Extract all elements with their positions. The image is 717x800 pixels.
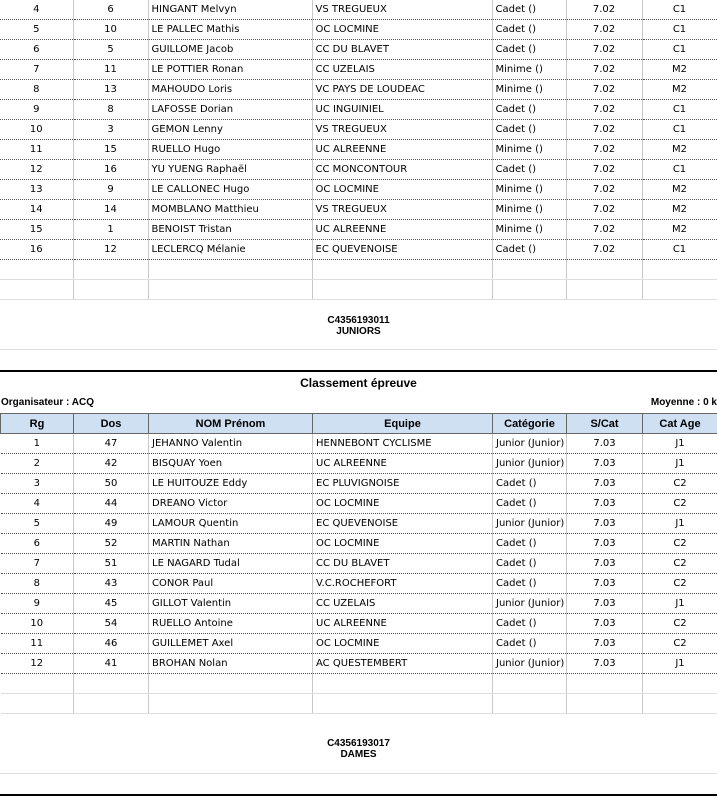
cell-scat: 7.02: [566, 160, 642, 180]
cell-age: C2: [643, 554, 717, 574]
cell-name: RUELLO Antoine: [149, 614, 313, 634]
cell-team: EC QUEVENOISE: [312, 240, 492, 260]
cell-cat: Minime (): [492, 200, 566, 220]
table-row: [0, 100, 717, 120]
cell-age: M2: [642, 60, 717, 80]
table-row: [1, 654, 717, 674]
col-header-dos: Dos: [74, 414, 149, 434]
table-row: [0, 140, 717, 160]
cell-team: OC LOCMINE: [313, 534, 493, 554]
cell-scat: 7.02: [566, 140, 642, 160]
cell-dos: 54: [74, 614, 149, 634]
cell-dos: 43: [74, 574, 149, 594]
cell-scat: 7.02: [566, 0, 642, 20]
col-header-cat-age: Cat Age: [643, 414, 717, 434]
table-row: [0, 40, 717, 60]
table-row: [1, 434, 717, 454]
table-row: [1, 534, 717, 554]
table-row: [0, 200, 717, 220]
cell-dos: 12: [73, 240, 148, 260]
cell-dos: 13: [73, 80, 148, 100]
cell-team: CC DU BLAVET: [313, 554, 493, 574]
cell-team: OC LOCMINE: [312, 20, 492, 40]
cell-dos: 9: [73, 180, 148, 200]
cell-team: CC UZELAIS: [313, 594, 493, 614]
cell-team: VS TREGUEUX: [312, 0, 492, 20]
cell-scat: 7.03: [567, 654, 643, 674]
cell-scat: 7.02: [566, 20, 642, 40]
table-row: [1, 454, 717, 474]
ranking-title: Classement épreuve: [300, 376, 417, 390]
cell-rg: 12: [0, 160, 73, 180]
cell-cat: Cadet (): [492, 0, 566, 20]
table-row: [0, 0, 717, 20]
cell-age: J1: [643, 454, 717, 474]
cell-age: C2: [643, 634, 717, 654]
cell-cat: Junior (Junior): [493, 594, 567, 614]
cell-team: CC MONCONTOUR: [312, 160, 492, 180]
empty-row: [1, 674, 717, 694]
section-code: C4356193011: [327, 315, 390, 326]
cell-scat: 7.02: [566, 220, 642, 240]
cell-team: OC LOCMINE: [312, 180, 492, 200]
divider: [0, 349, 717, 350]
cell-scat: 7.03: [567, 594, 643, 614]
cell-scat: 7.03: [567, 554, 643, 574]
cell-cat: Cadet (): [493, 474, 567, 494]
cell-name: LE PALLEC Mathis: [148, 20, 312, 40]
cell-rg: 5: [1, 514, 74, 534]
results-table-juniors: [0, 413, 717, 714]
cell-scat: 7.02: [566, 80, 642, 100]
cell-age: C1: [642, 120, 717, 140]
cell-cat: Minime (): [492, 180, 566, 200]
cell-team: UC INGUINIEL: [312, 100, 492, 120]
cell-name: LAFOSSE Dorian: [148, 100, 312, 120]
cell-scat: 7.03: [567, 454, 643, 474]
cell-name: YU YUENG Raphaël: [148, 160, 312, 180]
cell-team: HENNEBONT CYCLISME: [313, 434, 493, 454]
cell-team: VS TREGUEUX: [312, 200, 492, 220]
cell-team: UC ALREENNE: [312, 140, 492, 160]
cell-dos: 51: [74, 554, 149, 574]
cell-team: EC PLUVIGNOISE: [313, 474, 493, 494]
cell-rg: 10: [1, 614, 74, 634]
cell-scat: 7.03: [567, 534, 643, 554]
cell-scat: 7.02: [566, 240, 642, 260]
cell-cat: Cadet (): [493, 634, 567, 654]
cell-age: C2: [643, 494, 717, 514]
cell-dos: 49: [74, 514, 149, 534]
empty-row: [0, 280, 717, 300]
cell-scat: 7.03: [567, 614, 643, 634]
cell-dos: 6: [73, 0, 148, 20]
section-dames-header: [0, 738, 717, 760]
cell-age: C1: [642, 40, 717, 60]
cell-cat: Cadet (): [492, 100, 566, 120]
cell-team: OC LOCMINE: [313, 494, 493, 514]
cell-age: C1: [642, 20, 717, 40]
cell-age: J1: [643, 654, 717, 674]
cell-age: C1: [642, 160, 717, 180]
cell-age: M2: [642, 180, 717, 200]
empty-row: [0, 260, 717, 280]
cell-rg: 3: [1, 474, 74, 494]
cell-team: UC ALREENNE: [313, 614, 493, 634]
section-name: DAMES: [340, 749, 377, 760]
cell-name: LECLERCQ Mélanie: [148, 240, 312, 260]
cell-dos: 45: [74, 594, 149, 614]
cell-scat: 7.02: [566, 40, 642, 60]
cell-scat: 7.03: [567, 494, 643, 514]
table-header: [1, 414, 717, 434]
col-header-rg: Rg: [1, 414, 74, 434]
cell-dos: 44: [74, 494, 149, 514]
cell-cat: Minime (): [492, 60, 566, 80]
col-header-name: NOM Prénom: [149, 414, 313, 434]
cell-rg: 7: [0, 60, 73, 80]
cell-cat: Minime (): [492, 80, 566, 100]
cell-age: C2: [643, 534, 717, 554]
cell-cat: Cadet (): [493, 554, 567, 574]
results-table-top: [0, 0, 717, 300]
cell-dos: 8: [73, 100, 148, 120]
cell-scat: 7.03: [567, 574, 643, 594]
cell-dos: 52: [74, 534, 149, 554]
section-juniors-header: [0, 315, 717, 337]
table-row: [0, 160, 717, 180]
cell-name: CONOR Paul: [149, 574, 313, 594]
cell-rg: 10: [0, 120, 73, 140]
cell-cat: Cadet (): [492, 20, 566, 40]
cell-dos: 10: [73, 20, 148, 40]
cell-scat: 7.02: [566, 180, 642, 200]
cell-team: UC ALREENNE: [312, 220, 492, 240]
cell-dos: 3: [73, 120, 148, 140]
cell-rg: 12: [1, 654, 74, 674]
cell-dos: 16: [73, 160, 148, 180]
cell-cat: Minime (): [492, 140, 566, 160]
table-row: [1, 554, 717, 574]
cell-dos: 42: [74, 454, 149, 474]
cell-dos: 46: [74, 634, 149, 654]
cell-name: LE CALLONEC Hugo: [148, 180, 312, 200]
table-row: [0, 180, 717, 200]
cell-team: UC ALREENNE: [313, 454, 493, 474]
cell-scat: 7.02: [566, 200, 642, 220]
cell-name: JEHANNO Valentin: [149, 434, 313, 454]
table-row: [0, 220, 717, 240]
cell-age: C2: [643, 574, 717, 594]
table-row: [0, 20, 717, 40]
cell-cat: Cadet (): [492, 240, 566, 260]
cell-age: J1: [643, 514, 717, 534]
section-code: C4356193017: [327, 738, 390, 749]
cell-cat: Cadet (): [492, 120, 566, 140]
table-row: [1, 594, 717, 614]
divider: [0, 794, 717, 796]
cell-rg: 11: [0, 140, 73, 160]
cell-name: HINGANT Melvyn: [148, 0, 312, 20]
cell-age: J1: [643, 594, 717, 614]
cell-team: V.C.ROCHEFORT: [313, 574, 493, 594]
cell-scat: 7.02: [566, 100, 642, 120]
cell-cat: Junior (Junior): [493, 434, 567, 454]
cell-rg: 2: [1, 454, 74, 474]
cell-rg: 6: [1, 534, 74, 554]
cell-age: M2: [642, 140, 717, 160]
cell-name: MOMBLANO Matthieu: [148, 200, 312, 220]
cell-rg: 9: [1, 594, 74, 614]
cell-cat: Cadet (): [492, 40, 566, 60]
cell-rg: 14: [0, 200, 73, 220]
col-header-category: Catégorie: [493, 414, 567, 434]
table-row: [1, 474, 717, 494]
cell-age: C2: [643, 614, 717, 634]
cell-team: VS TREGUEUX: [312, 120, 492, 140]
table-row: [0, 120, 717, 140]
section-name: JUNIORS: [336, 326, 381, 337]
cell-scat: 7.03: [567, 514, 643, 534]
cell-dos: 11: [73, 60, 148, 80]
cell-rg: 13: [0, 180, 73, 200]
table-row: [1, 574, 717, 594]
cell-rg: 9: [0, 100, 73, 120]
cell-rg: 6: [0, 40, 73, 60]
cell-dos: 50: [74, 474, 149, 494]
cell-name: MARTIN Nathan: [149, 534, 313, 554]
cell-age: M2: [642, 220, 717, 240]
cell-name: LE POTTIER Ronan: [148, 60, 312, 80]
cell-cat: Cadet (): [493, 574, 567, 594]
cell-name: BENOIST Tristan: [148, 220, 312, 240]
cell-name: LAMOUR Quentin: [149, 514, 313, 534]
cell-rg: 11: [1, 634, 74, 654]
cell-dos: 47: [74, 434, 149, 454]
table-row: [1, 514, 717, 534]
average-label: Moyenne : 0 k: [650, 397, 717, 408]
cell-team: AC QUESTEMBERT: [313, 654, 493, 674]
cell-rg: 16: [0, 240, 73, 260]
cell-age: C1: [642, 0, 717, 20]
organizer-label: Organisateur : ACQ: [1, 397, 94, 408]
cell-scat: 7.02: [566, 60, 642, 80]
cell-name: GILLOT Valentin: [149, 594, 313, 614]
cell-rg: 4: [1, 494, 74, 514]
cell-dos: 14: [73, 200, 148, 220]
cell-cat: Junior (Junior): [493, 654, 567, 674]
cell-rg: 5: [0, 20, 73, 40]
cell-cat: Junior (Junior): [493, 514, 567, 534]
cell-team: CC UZELAIS: [312, 60, 492, 80]
cell-name: BISQUAY Yoen: [149, 454, 313, 474]
cell-age: M2: [642, 200, 717, 220]
cell-team: OC LOCMINE: [313, 634, 493, 654]
cell-rg: 8: [0, 80, 73, 100]
cell-dos: 5: [73, 40, 148, 60]
cell-scat: 7.03: [567, 634, 643, 654]
cell-scat: 7.03: [567, 474, 643, 494]
cell-cat: Cadet (): [493, 614, 567, 634]
cell-name: GEMON Lenny: [148, 120, 312, 140]
cell-name: LE NAGARD Tudal: [149, 554, 313, 574]
cell-age: C1: [642, 240, 717, 260]
table-row: [0, 240, 717, 260]
cell-team: VC PAYS DE LOUDEAC: [312, 80, 492, 100]
table-row: [1, 634, 717, 654]
table-row: [1, 614, 717, 634]
cell-team: EC QUEVENOISE: [313, 514, 493, 534]
cell-name: RUELLO Hugo: [148, 140, 312, 160]
cell-age: C1: [642, 100, 717, 120]
table-row: [0, 60, 717, 80]
cell-age: J1: [643, 434, 717, 454]
cell-name: LE HUITOUZE Eddy: [149, 474, 313, 494]
cell-cat: Cadet (): [493, 494, 567, 514]
col-header-team: Equipe: [313, 414, 493, 434]
divider: [0, 370, 717, 372]
cell-dos: 1: [73, 220, 148, 240]
divider: [0, 773, 717, 774]
cell-rg: 8: [1, 574, 74, 594]
cell-age: M2: [642, 80, 717, 100]
cell-rg: 4: [0, 0, 73, 20]
cell-cat: Cadet (): [493, 534, 567, 554]
empty-row: [1, 694, 717, 714]
cell-name: GUILLEMET Axel: [149, 634, 313, 654]
cell-name: MAHOUDO Loris: [148, 80, 312, 100]
cell-rg: 7: [1, 554, 74, 574]
cell-team: CC DU BLAVET: [312, 40, 492, 60]
table-row: [1, 494, 717, 514]
cell-dos: 41: [74, 654, 149, 674]
cell-cat: Junior (Junior): [493, 454, 567, 474]
cell-dos: 15: [73, 140, 148, 160]
cell-name: GUILLOME Jacob: [148, 40, 312, 60]
cell-rg: 1: [1, 434, 74, 454]
cell-rg: 15: [0, 220, 73, 240]
cell-scat: 7.02: [566, 120, 642, 140]
table-row: [0, 80, 717, 100]
col-header-scat: S/Cat: [567, 414, 643, 434]
cell-cat: Minime (): [492, 220, 566, 240]
cell-name: DREANO Victor: [149, 494, 313, 514]
cell-scat: 7.03: [567, 434, 643, 454]
cell-age: C2: [643, 474, 717, 494]
cell-name: BROHAN Nolan: [149, 654, 313, 674]
cell-cat: Cadet (): [492, 160, 566, 180]
